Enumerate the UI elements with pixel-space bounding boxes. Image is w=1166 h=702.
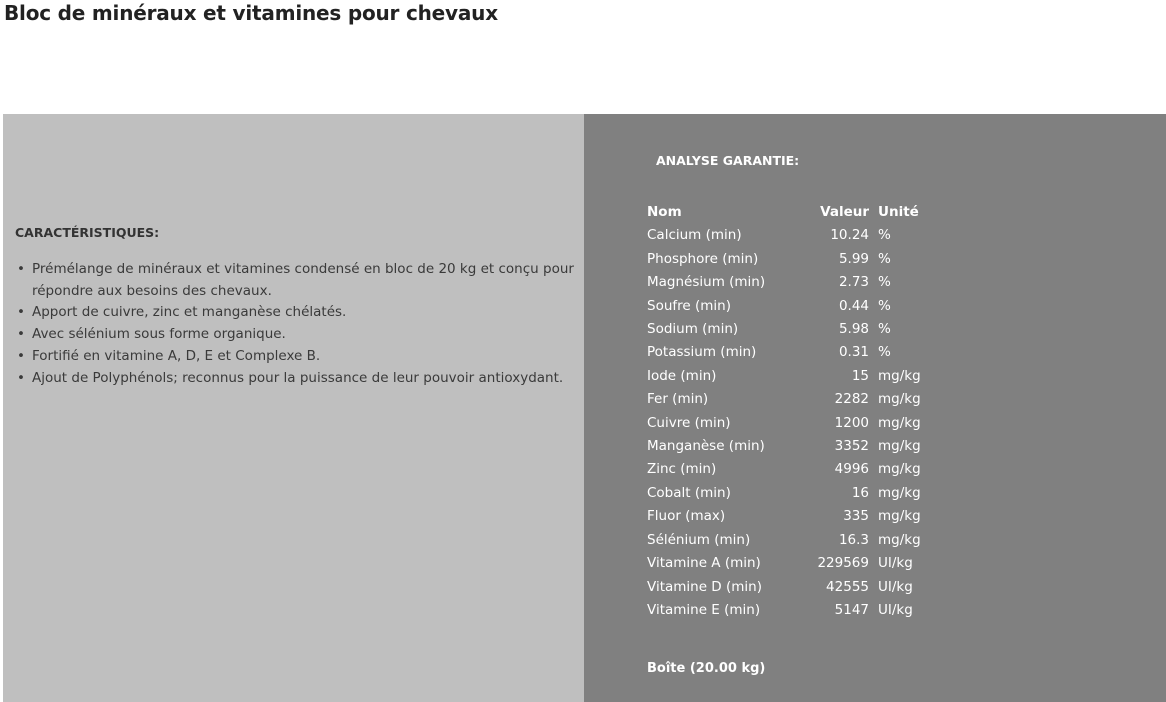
row-value: 5147: [834, 601, 869, 618]
list-item: • Apport de cuivre, zinc et manganèse chélatés.: [15, 302, 575, 324]
characteristics-list: [15, 259, 575, 389]
row-unit: %: [878, 321, 891, 338]
row-value: 42555: [826, 578, 869, 595]
row-unit: mg/kg: [878, 414, 921, 431]
row-name: Manganèse (min): [647, 438, 765, 455]
row-value: 4996: [834, 461, 869, 478]
page-title: Bloc de minéraux et vitamines pour chevaux: [4, 1, 498, 25]
table-row: [645, 295, 929, 318]
row-value: 0.31: [838, 344, 869, 361]
analysis-title: ANALYSE GARANTIE:: [656, 153, 800, 168]
table-row: [645, 529, 929, 552]
row-value: 0.44: [838, 297, 869, 314]
row-unit: %: [878, 344, 891, 361]
row-unit: UI/kg: [878, 555, 913, 572]
analysis-table-body: [645, 224, 929, 622]
header-value: Valeur: [820, 204, 869, 220]
row-unit: mg/kg: [878, 438, 921, 455]
header-name: Nom: [647, 204, 682, 220]
table-row: [645, 388, 929, 411]
row-name: Sodium (min): [647, 321, 739, 338]
row-value: 16.3: [838, 531, 869, 548]
row-unit: %: [878, 227, 891, 244]
characteristics-panel: [3, 114, 584, 702]
table-row: [645, 552, 929, 575]
row-value: 335: [843, 508, 869, 525]
row-name: Soufre (min): [647, 297, 731, 314]
row-name: Cuivre (min): [647, 414, 731, 431]
row-name: Phosphore (min): [647, 250, 759, 267]
row-name: Vitamine E (min): [647, 601, 761, 618]
table-header-row: [645, 201, 929, 224]
table-row: [645, 576, 929, 599]
header-unit: Unité: [878, 204, 919, 220]
table-row: [645, 482, 929, 505]
row-unit: mg/kg: [878, 531, 921, 548]
row-value: 15: [851, 367, 869, 384]
analysis-table: [645, 201, 929, 622]
row-unit: UI/kg: [878, 578, 913, 595]
package-label: Boîte (20.00 kg): [647, 661, 766, 676]
row-unit: %: [878, 297, 891, 314]
row-name: Magnésium (min): [647, 274, 766, 291]
table-row: [645, 341, 929, 364]
row-value: 2282: [834, 391, 869, 408]
row-name: Sélénium (min): [647, 531, 751, 548]
row-unit: UI/kg: [878, 601, 913, 618]
row-name: Zinc (min): [647, 461, 717, 478]
row-name: Vitamine D (min): [647, 578, 762, 595]
list-item: • Avec sélénium sous forme organique.: [15, 324, 575, 346]
row-value: 16: [851, 484, 869, 501]
row-value: 3352: [834, 438, 869, 455]
list-item: • Ajout de Polyphénols; reconnus pour la puissance de leur pouvoir antioxydant.: [15, 368, 575, 390]
row-value: 10.24: [830, 227, 869, 244]
product-panels: [3, 114, 1166, 702]
row-value: 229569: [817, 555, 869, 572]
table-row: [645, 224, 929, 247]
analysis-panel: [584, 114, 1166, 702]
table-row: [645, 271, 929, 294]
table-row: [645, 458, 929, 481]
row-name: Fer (min): [647, 391, 709, 408]
row-unit: %: [878, 274, 891, 291]
table-row: [645, 505, 929, 528]
table-row: [645, 435, 929, 458]
row-value: 2.73: [838, 274, 869, 291]
table-row: [645, 248, 929, 271]
table-row: [645, 599, 929, 622]
row-value: 1200: [834, 414, 869, 431]
row-name: Fluor (max): [647, 508, 726, 525]
row-name: Potassium (min): [647, 344, 757, 361]
row-unit: mg/kg: [878, 484, 921, 501]
row-value: 5.99: [838, 250, 869, 267]
row-name: Iode (min): [647, 367, 717, 384]
row-name: Calcium (min): [647, 227, 742, 244]
row-value: 5.98: [838, 321, 869, 338]
row-unit: %: [878, 250, 891, 267]
row-name: Cobalt (min): [647, 484, 731, 501]
row-unit: mg/kg: [878, 508, 921, 525]
table-row: [645, 318, 929, 341]
row-unit: mg/kg: [878, 367, 921, 384]
row-unit: mg/kg: [878, 391, 921, 408]
characteristics-heading: CARACTÉRISTIQUES:: [15, 225, 160, 240]
list-item: • Fortifié en vitamine A, D, E et Complexe B.: [15, 346, 575, 368]
row-name: Vitamine A (min): [647, 555, 761, 572]
table-row: [645, 412, 929, 435]
table-row: [645, 365, 929, 388]
list-item: • Prémélange de minéraux et vitamines condensé en bloc de 20 kg et conçu pour répondre aux besoins des chevaux.: [15, 259, 575, 302]
row-unit: mg/kg: [878, 461, 921, 478]
